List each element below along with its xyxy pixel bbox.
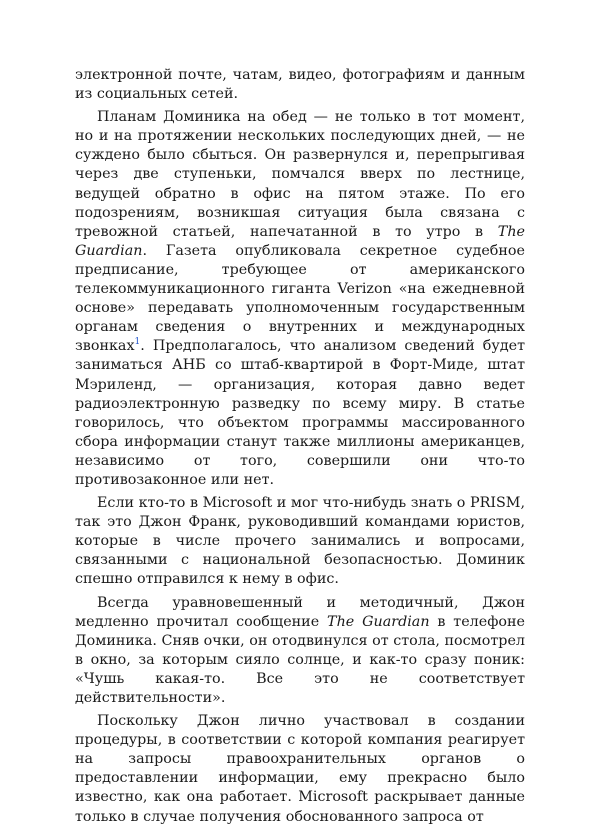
paragraph-text: . Газета опубликовала секретное судебное предписание, требующее от американского телекоммуникационного гиганта Verizon «на ежедневной основе» передавать уполномоченным государственным органам сведения о внутренних и международных звонках [75, 242, 525, 355]
paragraph-text: Планам Доминика на обед — не только в тот момент, но и на протяжении нескольких последующих дней, — не суждено было сбыться. Он развернулся и, перепрыгивая через две ступеньки, помчался вверх по лестнице, ведущей обратно в офис на пятом этаже. По его подозрениям, возникшая ситуация была связана с тревожной статьей, напечатанной в то утро в [75, 109, 525, 240]
paragraph-continuation [75, 66, 525, 104]
paragraph-text: Поскольку Джон лично участвовал в создании процедуры, в соответствии с которой компания реагирует на запросы правоохранительных органов о предоставлении информации, ему прекрасно было известно, как она работает. Microsoft раскрывает данные только в случае получения обоснованного запроса от [75, 713, 525, 825]
paragraph-text: Если кто-то в Microsoft и мог что-нибудь знать о PRISM, так это Джон Франк, руководивший командами юристов, которые в числе прочего занимались и вопросами, связанными с национальной безопасностью. Доминик спешно отправился к нему в офис. [75, 495, 525, 588]
paragraph-text: в телефоне Доминика. Сняв очки, он отодвинулся от стола, посмотрел в окно, за которым сияло солнце, и как-то сразу поник: «Чушь какая-то. Все это не соответствует действительности». [75, 613, 525, 706]
paragraph-procedure [75, 712, 525, 827]
paragraph-text: электронной почте, чатам, видео, фотографиям и данным из социальных сетей. [75, 67, 525, 103]
footnote-marker[interactable]: 1 [134, 337, 141, 348]
paragraph-dominic-lunch [75, 108, 525, 490]
paragraph-text: Всегда уравновешенный и методичный, Джон медленно прочитал сообщение [75, 594, 525, 630]
newspaper-title: The Guardian [75, 223, 525, 259]
paragraph-john-reads [75, 594, 525, 709]
newspaper-title: The Guardian [327, 613, 430, 630]
paragraph-text: . Предполагалось, что анализом сведений будет заниматься АНБ со штаб-квартирой в Форт-Миде, штат Мэриленд, — организация, которая давно ведет радиоэлектронную разведку по всему миру. В статье говорилось, что объектом программы массированного сбора информации станут также миллионы американцев, независимо от того, совершили они что-то противозаконное или нет. [75, 338, 525, 488]
paragraph-john-frank [75, 494, 525, 589]
